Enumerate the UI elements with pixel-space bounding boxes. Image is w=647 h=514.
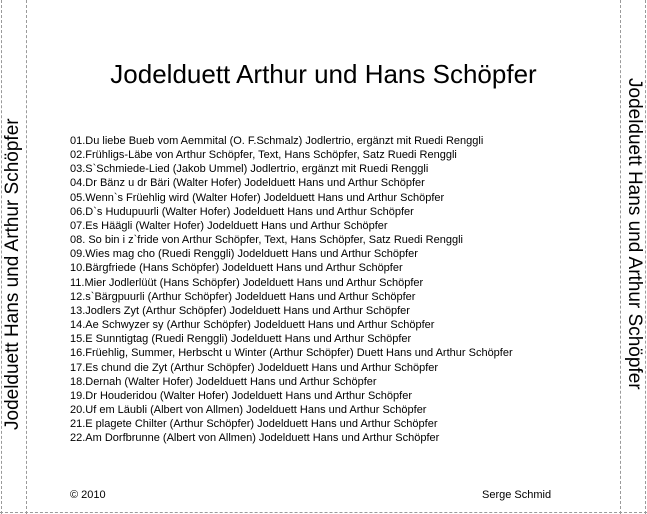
track-item: 22.Am Dorfbrunne (Albert von Allmen) Jodelduett Hans und Arthur Schöpfer [70,432,440,445]
track-item: 06.D`s Hudupuurli (Walter Hofer) Jodelduett Hans und Arthur Schöpfer [70,205,414,218]
track-item: 08. So bin i z`fride von Arthur Schöpfer, Text, Hans Schöpfer, Satz Ruedi Renggli [70,234,463,247]
track-item: 16.Früehlig, Summer, Herbscht u Winter (Arthur Schöpfer) Duett Hans und Arthur Schöpfer [70,347,513,360]
left-spine-text: Jodelduett Hans und Arthur Schöpfer [2,118,23,430]
track-item: 03.S`Schmiede-Lied (Jakob Ummel) Jodlertrio, ergänzt mit Ruedi Renggli [70,163,429,176]
track-item: 21.E plagete Chilter (Arthur Schöpfer) Jodelduett Hans und Arthur Schöpfer [70,418,438,431]
track-item: 18.Dernah (Walter Hofer) Jodelduett Hans und Arthur Schöpfer [70,375,377,388]
right-spine-fold-line [620,0,621,514]
left-spine [2,78,24,430]
right-spine [623,78,645,430]
track-item: 05.Wenn`s Früehlig wird (Walter Hofer) Jodelduett Hans und Arthur Schöpfer [70,191,445,204]
track-list [70,134,513,445]
track-item: 07.Es Häägli (Walter Hofer) Jodelduett Hans und Arthur Schöpfer [70,219,388,232]
track-item: 02.Frühligs-Läbe von Arthur Schöpfer, Text, Hans Schöpfer, Satz Ruedi Renggli [70,149,457,162]
track-item: 01.Du liebe Bueb vom Aemmital (O. F.Schmalz) Jodlertrio, ergänzt mit Ruedi Renggli [70,135,484,147]
track-item: 15.E Sunntigtag (Ruedi Renggli) Jodelduett Hans und Arthur Schöpfer [70,333,412,346]
track-item: 13.Jodlers Zyt (Arthur Schöpfer) Jodelduett Hans und Arthur Schöpfer [70,304,410,317]
track-item: 12.s`Bärgpuurli (Arthur Schöpfer) Jodelduett Hans und Arthur Schöpfer [70,290,416,303]
track-item: 04.Dr Bänz u dr Bäri (Walter Hofer) Jodelduett Hans und Arthur Schöpfer [70,177,425,190]
author-credit: Serge Schmid [482,489,552,501]
right-spine-text: Jodelduett Hans und Arthur Schöpfer [624,78,645,390]
cover-title: Jodelduett Arthur und Hans Schöpfer [110,59,537,89]
track-item: 20.Uf em Läubli (Albert von Allmen) Jodelduett Hans und Arthur Schöpfer [70,403,427,416]
track-item: 09.Wies mag cho (Ruedi Renggli) Jodelduett Hans und Arthur Schöpfer [70,248,418,261]
left-spine-fold-line [26,0,27,514]
track-item: 10.Bärgfriede (Hans Schöpfer) Jodelduett Hans und Arthur Schöpfer [70,262,403,275]
copyright-notice: © 2010 [70,489,106,501]
right-cut-line [645,0,646,514]
track-item: 19.Dr Houderidou (Walter Hofer) Jodelduett Hans und Arthur Schöpfer [70,389,412,402]
track-item: 11.Mier Jodlerlüüt (Hans Schöpfer) Jodelduett Hans und Arthur Schöpfer [70,276,424,289]
track-item: 14.Ae Schwyzer sy (Arthur Schöpfer) Jodelduett Hans und Arthur Schöpfer [70,319,435,332]
track-item: 17.Es chund die Zyt (Arthur Schöpfer) Jodelduett Hans und Arthur Schöpfer [70,361,439,374]
bottom-cut-line [0,512,647,513]
